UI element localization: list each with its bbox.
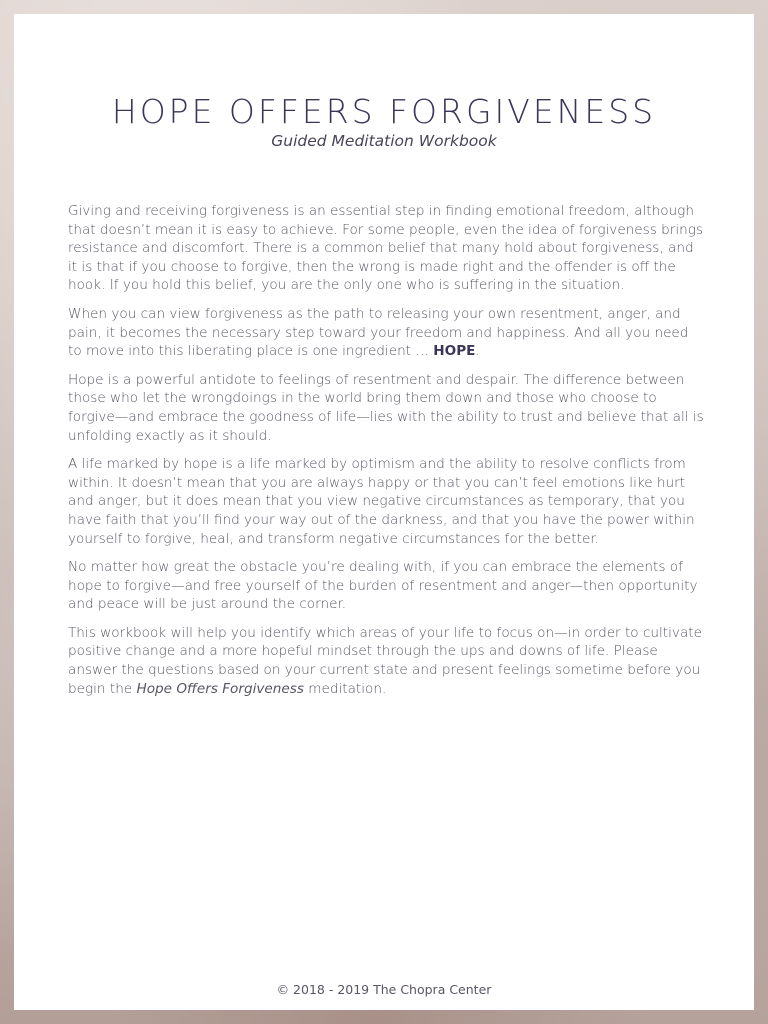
paragraph-2-end: .: [475, 343, 480, 360]
document-card: [14, 14, 754, 1010]
paragraph-6-end: meditation.: [303, 680, 387, 697]
meditation-name: Hope Offers Forgiveness: [136, 680, 304, 697]
copyright-footer: © 2018 - 2019 The Chopra Center: [276, 982, 492, 997]
paragraph-1: Giving and receiving forgiveness is an essential step in finding emotional freedom, although that doesn’t mean it is easy to achieve. For some people, even the idea of forgiveness brings resistance and discomfort. There is a common belief that many hold about forgiveness, and it is that if you choose to forgive, then the wrong is made right and the offender is off the hook. If you hold this belief, you are the only one who is suffering in the situation.: [68, 203, 704, 294]
paragraph-6: [68, 624, 704, 698]
hope-emphasis: HOPE: [433, 343, 476, 360]
paragraph-6-text: This workbook will help you identify which areas of your life to focus on—in order to cultivate positive change and a more hopeful mindset through the ups and downs of life. Please answer the questions based on your current state and present feelings sometime before you begin the: [68, 624, 702, 697]
paragraph-2: [68, 305, 704, 361]
page-title: HOPE OFFERS FORGIVENESS: [111, 92, 657, 131]
paragraph-2-text: When you can view forgiveness as the path to releasing your own resentment, anger, and pain, it becomes the necessary step toward your freedom and happiness. And all you need to move into this liberating place is one ingredient …: [68, 305, 689, 360]
body-text: [68, 202, 704, 708]
paragraph-3: Hope is a powerful antidote to feelings of resentment and despair. The difference between those who let the wrongdoings in the world bring them down and those who choose to forgive—and embrace the goodness of life—lies with the ability to trust and believe that all is unfolding exactly as it should.: [68, 371, 704, 444]
paragraph-4: A life marked by hope is a life marked by optimism and the ability to resolve conflicts from within. It doesn’t mean that you are always happy or that you can’t feel emotions like hurt and anger, but it does mean that you view negative circumstances as temporary, that you have faith that you’ll find your way out of the darkness, and that you have the power within yourself to forgive, heal, and transform negative circumstances for the better.: [68, 456, 695, 547]
page-subtitle: Guided Meditation Workbook: [271, 132, 497, 150]
paragraph-5: No matter how great the obstacle you’re dealing with, if you can embrace the elements of hope to forgive—and free yourself of the burden of resentment and anger—then opportunity and peace will be just around the corner.: [68, 559, 698, 613]
